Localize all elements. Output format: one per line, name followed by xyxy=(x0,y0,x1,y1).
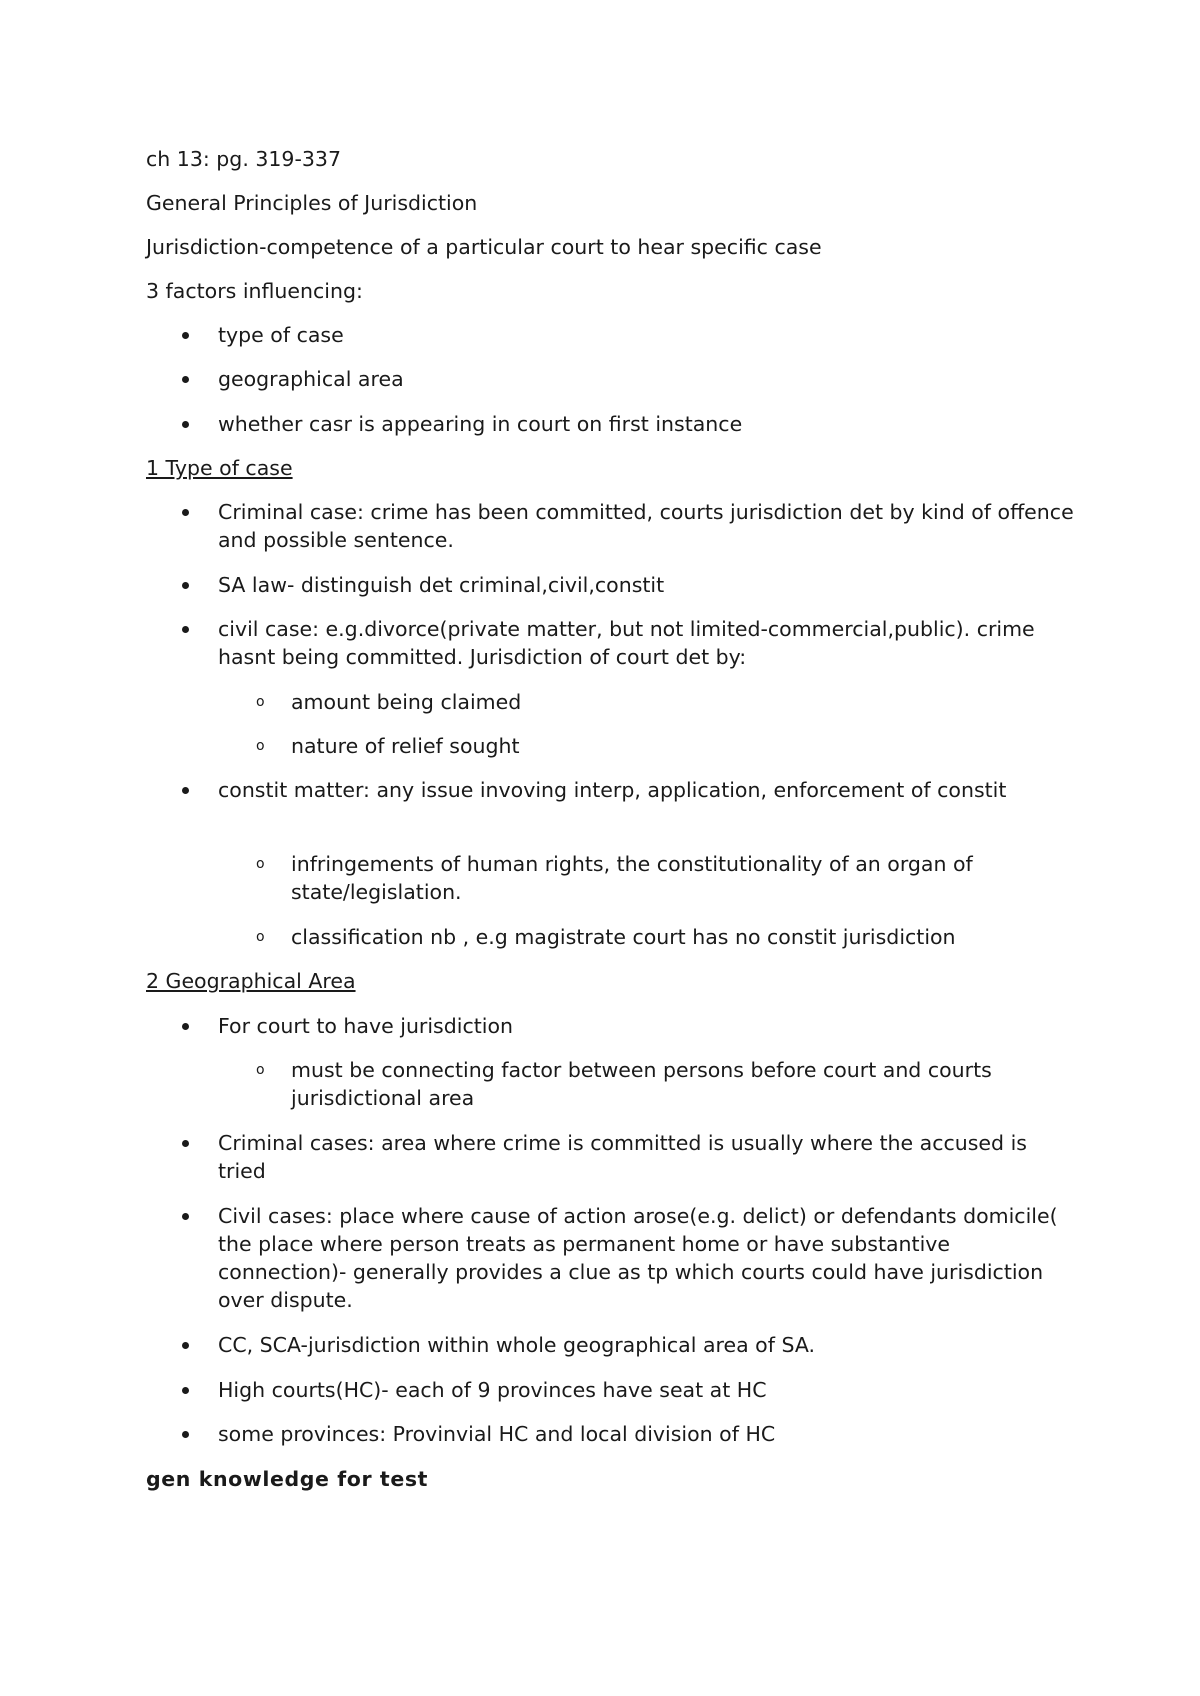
factor-item: whether casr is appearing in court on first instance xyxy=(218,412,743,436)
sub-list-item: infringements of human rights, the constitutionality of an organ of state/legislation. xyxy=(291,852,973,904)
factor-item: type of case xyxy=(218,323,344,347)
section-heading-geographical-area: 2 Geographical Area xyxy=(146,969,356,993)
list-item: some provinces: Provinvial HC and local division of HC xyxy=(218,1422,776,1446)
sub-list-item: amount being claimed xyxy=(291,690,522,714)
list-item: constit matter: any issue invoving interp, application, enforcement of constit xyxy=(218,778,1007,802)
sub-list-item: classification nb , e.g magistrate court has no constit jurisdiction xyxy=(291,925,956,949)
list-item: Civil cases: place where cause of action arose(e.g. delict) or defendants domicile( the place where person treats as permanent home or have substantive connection)- generally provides a clue as tp which courts could have jurisdiction over dispute. xyxy=(218,1204,1058,1312)
list-item: civil case: e.g.divorce(private matter, but not limited-commercial,public). crime hasnt being committed. Jurisdiction of court det by: xyxy=(218,617,1035,669)
document-title: General Principles of Jurisdiction xyxy=(146,191,478,215)
list-item: High courts(HC)- each of 9 provinces have seat at HC xyxy=(218,1378,767,1402)
footer-note: gen knowledge for test xyxy=(146,1467,429,1491)
list-item: Criminal cases: area where crime is committed is usually where the accused is tried xyxy=(218,1131,1027,1183)
list-item: For court to have jurisdiction xyxy=(218,1014,513,1038)
sub-bullet-icon: o xyxy=(256,929,265,945)
sub-bullet-icon: o xyxy=(256,856,265,872)
list-item: CC, SCA-jurisdiction within whole geographical area of SA. xyxy=(218,1333,816,1357)
sub-bullet-icon: o xyxy=(256,694,265,710)
sub-bullet-icon: o xyxy=(256,738,265,754)
section-heading-type-of-case: 1 Type of case xyxy=(146,456,293,480)
chapter-reference: ch 13: pg. 319-337 xyxy=(146,147,342,171)
sub-list-item: must be connecting factor between persons before court and courts jurisdictional area xyxy=(291,1058,992,1110)
definition-text: Jurisdiction-competence of a particular court to hear specific case xyxy=(146,235,822,259)
sub-bullet-icon: o xyxy=(256,1062,265,1078)
factors-intro: 3 factors influencing: xyxy=(146,279,363,303)
sub-list-item: nature of relief sought xyxy=(291,734,520,758)
list-item: SA law- distinguish det criminal,civil,constit xyxy=(218,573,665,597)
factor-item: geographical area xyxy=(218,367,404,391)
list-item: Criminal case: crime has been committed, courts jurisdiction det by kind of offence and possible sentence. xyxy=(218,500,1074,552)
